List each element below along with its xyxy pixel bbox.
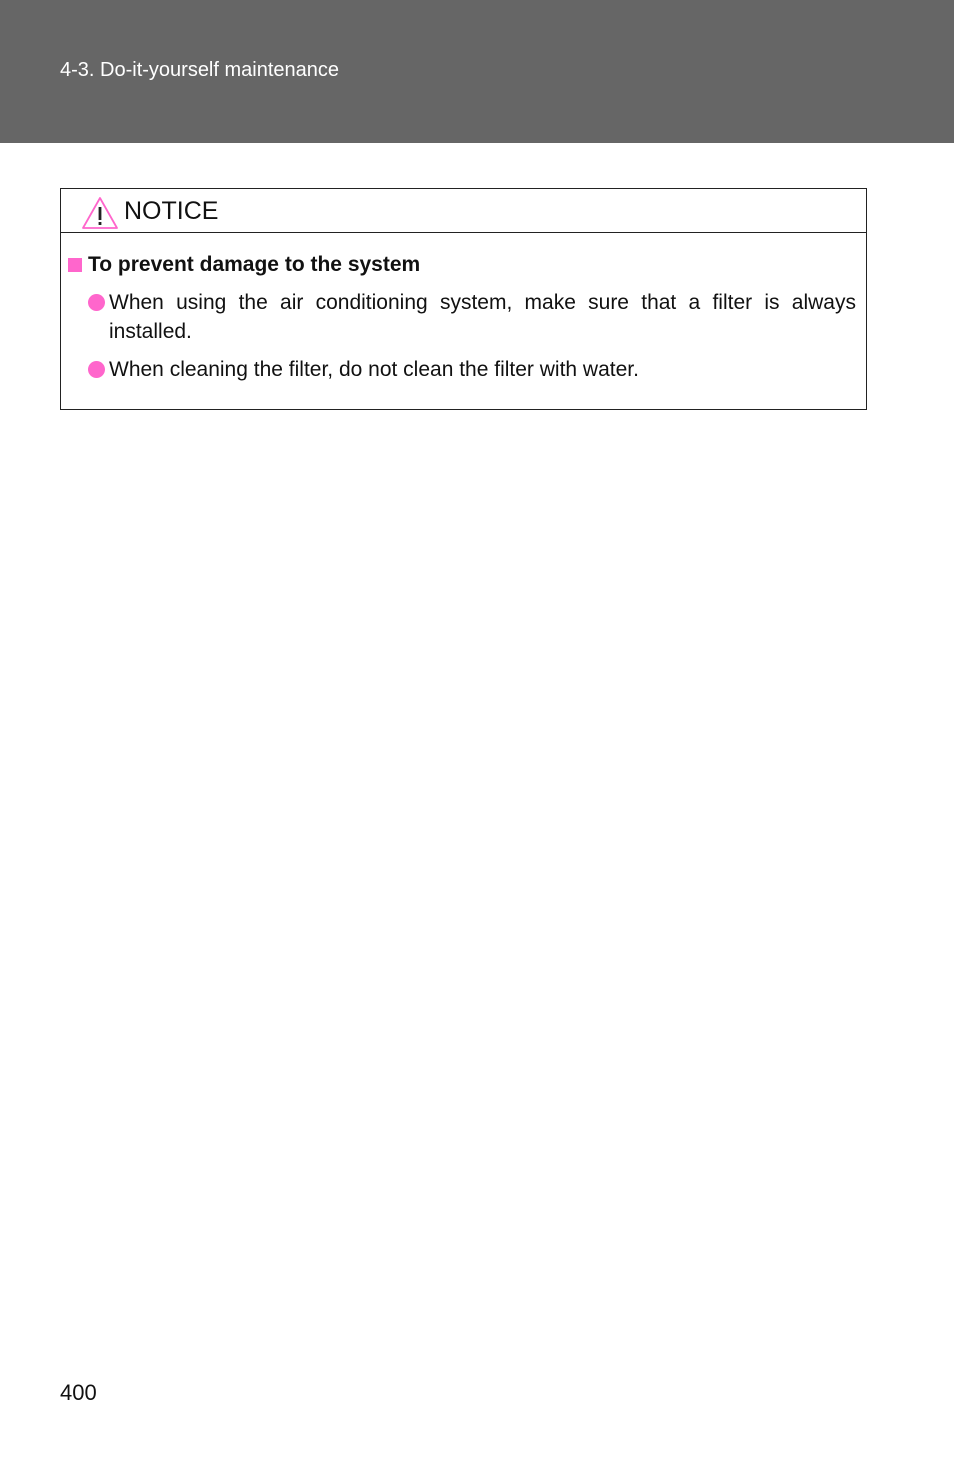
warning-triangle-icon — [81, 196, 119, 230]
list-item — [88, 355, 856, 384]
notice-subheading — [68, 251, 420, 279]
notice-title: NOTICE — [124, 197, 219, 225]
list-item-text: When using the air conditioning system, make sure that a filter is always installed. — [109, 291, 856, 343]
list-item — [88, 288, 856, 346]
subheading-text: To prevent damage to the system — [88, 253, 421, 276]
section-title: 4-3. Do-it-yourself maintenance — [60, 59, 340, 81]
header-band — [0, 0, 954, 143]
notice-box — [60, 188, 867, 410]
notice-header — [61, 189, 866, 233]
page-number: 400 — [60, 1380, 97, 1405]
list-item-text: When cleaning the filter, do not clean the filter with water. — [109, 358, 639, 381]
bullet-dot-icon — [88, 294, 105, 311]
square-bullet-icon — [68, 258, 82, 272]
bullet-dot-icon — [88, 361, 105, 378]
